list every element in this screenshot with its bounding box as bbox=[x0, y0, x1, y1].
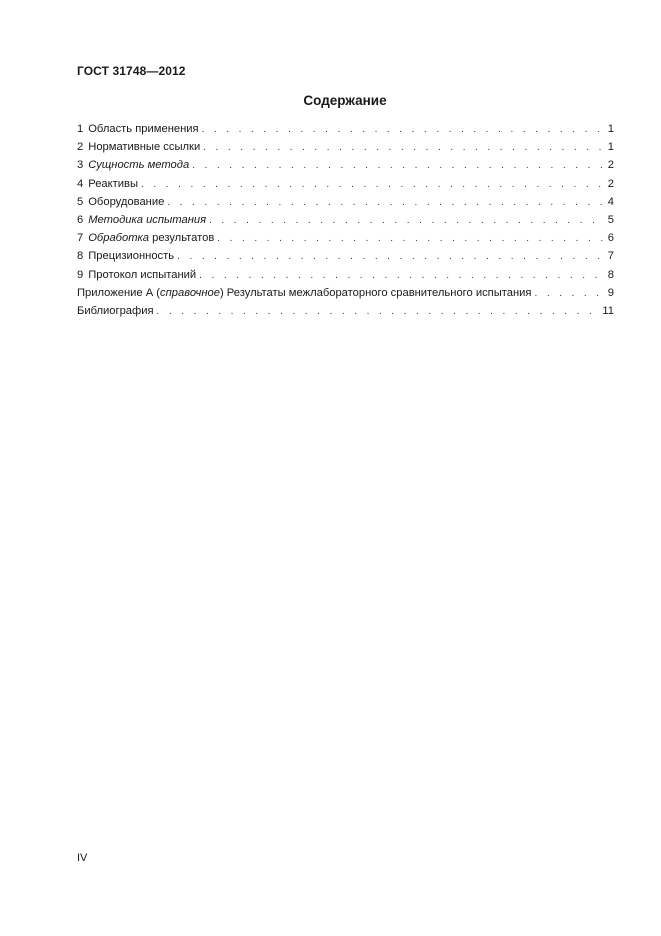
toc-dot-leader bbox=[534, 285, 604, 303]
toc-entry-title-part: Методика испытания bbox=[88, 213, 207, 226]
toc-dot-leader bbox=[202, 121, 605, 139]
toc-entry-page: 9 bbox=[607, 286, 614, 299]
toc-entry-title-part: результатов bbox=[149, 232, 215, 245]
toc-entry-page: 2 bbox=[607, 177, 614, 190]
toc-entry[interactable] bbox=[77, 175, 614, 193]
page-number: IV bbox=[77, 852, 88, 864]
toc-entry-title-part: Приложение А ( bbox=[77, 286, 161, 299]
toc-entry[interactable] bbox=[77, 266, 614, 284]
toc-entry-number: 3 bbox=[77, 159, 84, 172]
toc-entry-title bbox=[77, 302, 154, 320]
page-title: Содержание bbox=[303, 93, 387, 108]
toc-entry-page: 8 bbox=[607, 268, 614, 281]
toc-entry-title bbox=[77, 247, 174, 265]
toc-entry-title-part: Оборудование bbox=[88, 195, 165, 208]
toc-entry-page: 7 bbox=[607, 250, 614, 263]
toc-entry-title bbox=[77, 120, 199, 138]
toc-dot-leader bbox=[217, 230, 604, 248]
toc-entry[interactable] bbox=[77, 302, 614, 320]
toc-dot-leader bbox=[141, 176, 605, 194]
toc-entry-title-part: Библиография bbox=[77, 304, 154, 317]
toc-entry[interactable] bbox=[77, 284, 614, 302]
toc-entry[interactable] bbox=[77, 247, 614, 265]
toc-entry[interactable] bbox=[77, 156, 614, 174]
toc-entry-title bbox=[77, 211, 206, 229]
toc-entry-title-part: справочное bbox=[160, 286, 220, 299]
toc-entry[interactable] bbox=[77, 138, 614, 156]
toc-entry-title-part: Протокол испытаний bbox=[88, 268, 197, 281]
toc-entry-number: 1 bbox=[77, 123, 84, 135]
toc-entry[interactable] bbox=[77, 120, 614, 138]
toc-dot-leader bbox=[177, 248, 605, 266]
toc-entry[interactable] bbox=[77, 229, 614, 247]
toc-entry-title bbox=[77, 284, 531, 302]
toc-entry-title bbox=[77, 266, 196, 284]
toc-entry-title bbox=[77, 193, 164, 211]
toc-dot-leader bbox=[209, 212, 605, 230]
toc-entry[interactable] bbox=[77, 211, 614, 229]
toc-entry-number: 9 bbox=[77, 268, 84, 281]
toc-entry-title-part: ) Результаты межлабораторного сравнительного испытания bbox=[219, 286, 532, 299]
toc-entry-title-part: Нормативные ссылки bbox=[88, 141, 201, 154]
toc-entry-number: 2 bbox=[77, 141, 84, 154]
toc-entry-number: 6 bbox=[77, 213, 84, 226]
toc-entry-title bbox=[77, 229, 214, 247]
toc-dot-leader bbox=[157, 303, 600, 321]
toc-entry-number: 5 bbox=[77, 195, 84, 208]
toc-entry-title bbox=[77, 156, 189, 174]
toc-dot-leader bbox=[167, 194, 604, 212]
document-code-header: ГОСТ 31748—2012 bbox=[77, 64, 186, 78]
toc-entry-page: 1 bbox=[607, 141, 614, 154]
toc-entry-number: 7 bbox=[77, 232, 84, 245]
toc-entry-title bbox=[77, 175, 138, 193]
toc-entry-number: 4 bbox=[77, 177, 84, 190]
toc-dot-leader bbox=[192, 157, 605, 175]
toc-entry-page: 11 bbox=[602, 304, 614, 317]
toc-dot-leader bbox=[203, 139, 605, 157]
toc-entry-page: 1 bbox=[607, 123, 614, 135]
toc-entry-title-part: Прецизионность bbox=[88, 250, 175, 263]
toc-entry-page: 6 bbox=[607, 232, 614, 245]
toc-entry[interactable] bbox=[77, 193, 614, 211]
toc-entry-title-part: Реактивы bbox=[88, 177, 139, 190]
toc-entry-title-part: Сущность метода bbox=[88, 159, 190, 172]
toc-entry-title-part: Обработка bbox=[88, 232, 150, 245]
toc-entry-number: 8 bbox=[77, 250, 84, 263]
toc-dot-leader bbox=[199, 267, 605, 285]
table-of-contents bbox=[77, 120, 614, 320]
toc-entry-title bbox=[77, 138, 200, 156]
toc-entry-page: 2 bbox=[607, 159, 614, 172]
toc-entry-page: 4 bbox=[607, 195, 614, 208]
toc-entry-title-part: Область применения bbox=[88, 123, 199, 135]
toc-entry-page: 5 bbox=[607, 213, 614, 226]
